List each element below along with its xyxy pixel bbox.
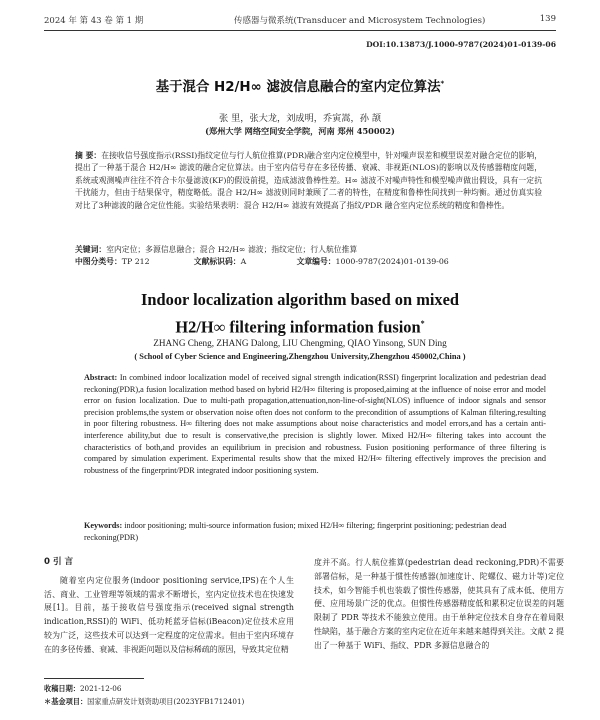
article-value: 1000-9787(2024)01-0139-06: [335, 257, 449, 266]
class-label: 中图分类号：: [75, 257, 122, 266]
journal-issue: 2024 年 第 43 卷 第 1 期: [44, 16, 144, 26]
footnote-fund: [44, 697, 304, 707]
english-title-mark: *: [420, 319, 425, 328]
footnote-rule: [44, 678, 144, 679]
classification-line: [75, 256, 542, 268]
chinese-abstract-text: 在接收信号强度指示(RSSI)指纹定位与行人航位推算(PDR)融合室内定位模型中，针对噪声误差和模型误差对融合定位的影响，提出了一种基于混合 H2/H∞ 滤波的融合定位算法。由于室内信号存在多径传播、衰减、非视距(NLOS)的影响以及传感器精度问题，系统或观测噪声往往不符合卡尔曼滤波(KF)的假设前提，造成滤波鲁棒性差。H∞ 滤波不对噪声特性和模型噪声做出假设，具有一定抗干扰能力，但由于结果保守，精度略低。混合 H2/H∞ 滤波则同时兼顾了二者的特性，在精度和鲁棒性间找到一种均衡。通过仿真实验对比了3种滤波的融合定位性能。实验结果表明：混合 H2/H∞ 滤波有效提高了指纹/PDR 融合室内定位系统的精度和鲁棒性。: [75, 151, 543, 210]
english-keywords: [84, 520, 546, 543]
doi[interactable]: DOI:10.13873/J.1000-9787(2024)01-0139-06: [366, 40, 556, 49]
doccode-label: 文献标识码：: [193, 257, 241, 266]
chinese-keywords-text: 室内定位；多源信息融合；混合 H2/H∞ 滤波；指纹定位；行人航位推算: [106, 245, 358, 254]
english-title: [44, 288, 556, 339]
chinese-keywords: [75, 244, 542, 256]
chinese-abstract: [75, 150, 542, 212]
article-label: 文章编号：: [296, 257, 336, 266]
intro-paragraph-left: 随着室内定位服务(indoor positioning service,IPS)在个人生活、商业、工业管理等领域的需求不断增长，室内定位技术也在快速发展[1]。目前，基于接收信号强度指示(received signal strength indication,RSSI)的 WiFi、低功耗蓝牙信标(iBeacon)定位技术应用较为广泛，这些技术可以达到一定程度的定位需求。但由于室内环境存在的多径传播、衰减、非视距问题以及信标稀疏的原因，导致其定位精: [44, 575, 294, 654]
received-value: 2021-12-06: [79, 684, 122, 693]
chinese-title-text: 基于混合 H2/H∞ 滤波信息融合的室内定位算法: [155, 80, 441, 95]
english-abstract-label: Abstract:: [84, 373, 118, 382]
doccode-value: A: [240, 257, 247, 266]
english-abstract: [84, 372, 546, 476]
footnote-received: [44, 684, 304, 694]
fund-label: ＊基金项目：: [44, 697, 88, 706]
english-abstract-text: In combined indoor localization model of received signal strength indication(RSSI) fingerprint localization and pedestrian dead reckoning(PDR),a fusion localization method based on hybrid H2/H∞ filtering is proposed,aiming at the influence of noise error and model error on fusion localization. Due to multi-path propagation,attenuation,non-line-of-sight(NLOS) influence of indoor signals and sensor precision problems,the system or observation noise often does not conform to the precondition of assumptions of Kalman filtering,resulting in poor filtering robustness. H∞ filtering does not make assumptions about noise characteristics and model errors,and has a certain anti-interference ability,but due to result is conservative,the precision is slightly lower. Mixed H2/H∞ filtering takes into account the characteristics of both,and provides an equilibrium in precision and robustness. Fusion positioning performance of three filtering is compared by simulation experiment. Experimental results show that the mixed H2/H∞ filtering effectively improves the precision and robustness of the fingerprint/PDR integrated indoor positioning system.: [84, 373, 547, 475]
english-keywords-text: indoor positioning; multi-source information fusion; mixed H2/H∞ filtering; fingerprint positioning; pedestrian dead reckoning(PDR): [84, 521, 507, 542]
chinese-affiliation: (郑州大学 网络空间安全学院，河南 郑州 450002): [205, 126, 395, 136]
chinese-authors: 张 里，张大龙，刘成明，乔寅嵩，孙 颉: [218, 113, 382, 124]
header-rule: [44, 30, 556, 31]
english-affiliation: ( School of Cyber Science and Engineering,Zhengzhou University,Zhengzhou 450002,China ): [134, 352, 466, 361]
english-title-line1: Indoor localization algorithm based on mixed: [141, 290, 459, 309]
english-title-line2: H2/H∞ filtering information fusion: [175, 317, 421, 337]
chinese-title: [44, 76, 556, 95]
page-number: 139: [539, 14, 556, 24]
body-column-left: [44, 556, 294, 657]
class-value: TP 212: [121, 257, 150, 266]
section-heading-introduction: 0 引 言: [44, 557, 74, 567]
body-column-right: [314, 556, 564, 653]
fund-value: 国家重点研发计划资助项目(2023YFB1712401): [87, 697, 245, 706]
received-label: 收稿日期：: [44, 684, 80, 693]
intro-paragraph-right: 度并不高。行人航位推算(pedestrian dead reckoning,PDR)不需要部署信标，是一种基于惯性传感器(加速度计、陀螺仪、磁力计等)定位技术，如今智能手机也装载了惯性传感器，使其具有了成本低、使用方便、应用场景广泛的优点。但惯性传感器精度低和累积定位误差的问题限制了 PDR 等技术不能独立使用。由于单种定位技术自身存在着局限性缺陷，基于融合方案的室内定位在近年来越来越得到关注。文献 2 提出了一种基于 WiFi、指纹、PDR 多源信息融合的: [314, 558, 564, 650]
title-footnote-mark: *: [440, 79, 445, 88]
english-keywords-label: Keywords:: [84, 521, 123, 530]
journal-name: 传感器与微系统(Transducer and Microsystem Technologies): [234, 16, 486, 26]
chinese-keywords-label: 关键词：: [75, 245, 107, 254]
running-header: [44, 14, 556, 28]
english-authors: ZHANG Cheng, ZHANG Dalong, LIU Chengming, QIAO Yinsong, SUN Ding: [153, 338, 447, 348]
chinese-abstract-label: 摘 要：: [75, 151, 102, 160]
